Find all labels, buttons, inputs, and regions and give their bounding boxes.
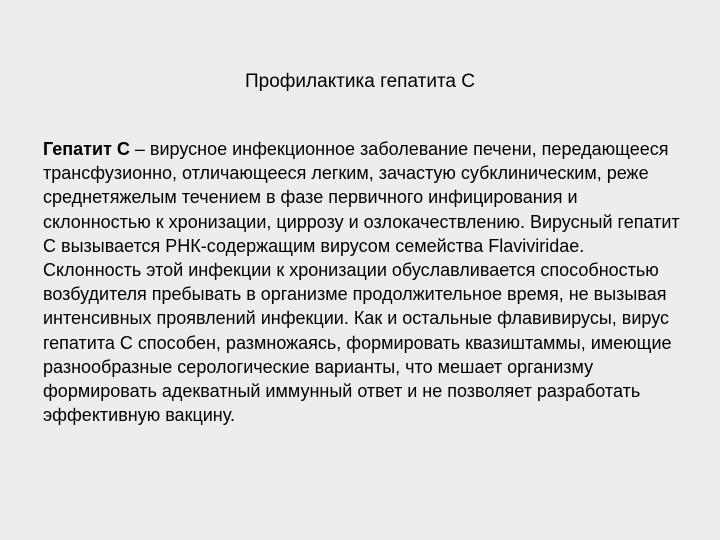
definition-text: – вирусное инфекционное заболевание печени, передающееся трансфузионно, отличающееся легким, зачастую субклиническим, реже среднетяжелым течением в фазе первичного инфицирования и склонностью к хронизации, циррозу и озлокачествлению. Вирусный гепатит С вызывается РНК-содержащим вирусом семейства Flaviviridae. Склонность этой инфекции к хронизации обуславливается способностью возбудителя пребывать в организме продолжительное время, не вызывая интенсивных проявлений инфекции. Как и остальные флавивирусы, вирус гепатита С способен, размножаясь, формировать квазиштаммы, имеющие разнообразные серологические варианты, что мешает организму формировать адекватный иммунный ответ и не позволяет разработать эффективную вакцину.	[43, 139, 680, 426]
slide-body-text	[43, 137, 683, 427]
slide-title: Профилактика гепатита С	[245, 71, 475, 92]
term-heading: Гепатит С	[43, 139, 130, 159]
